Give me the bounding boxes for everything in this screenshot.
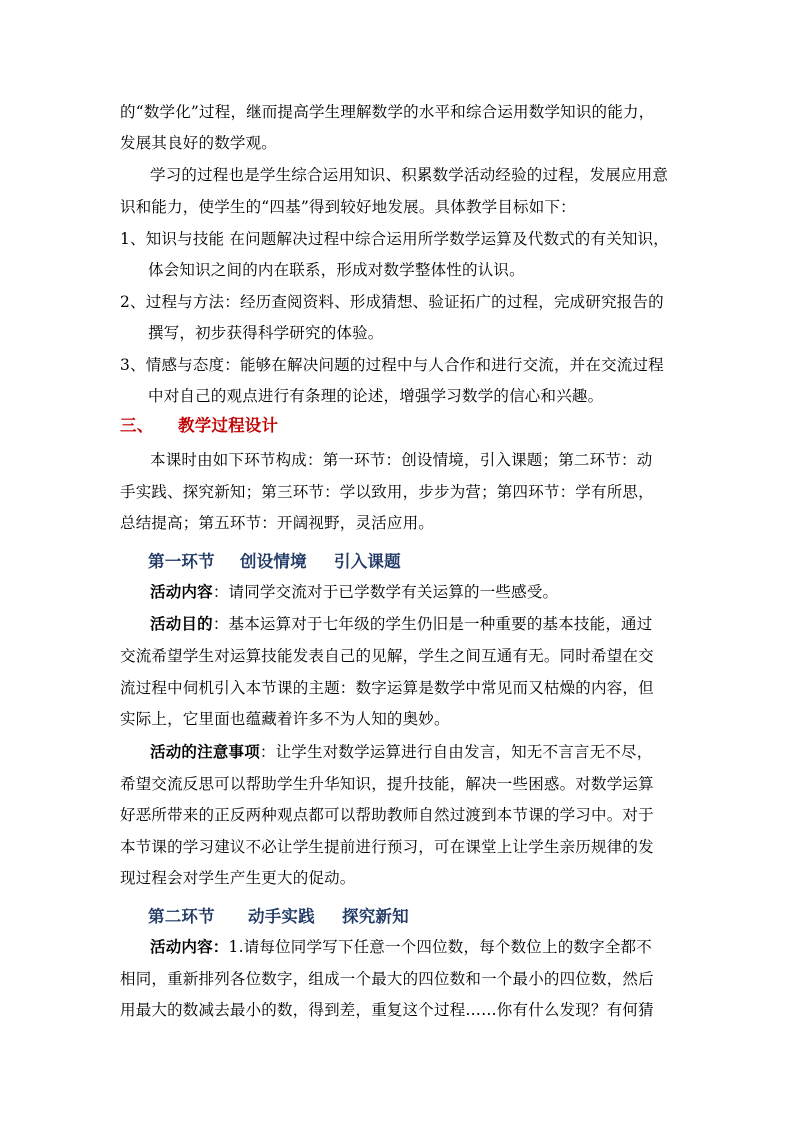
intro-line-1: 的“数学化”过程，继而提高学生理解数学的水平和综合运用数学知识的能力，	[120, 103, 655, 121]
goal-2-line-1: 2、过程与方法：经历查阅资料、形成猜想、验证拓广的过程，完成研究报告的	[120, 293, 664, 311]
stage1-notes-line-3: 好恶所带来的正反两种观点都可以帮助教师自然过渡到本节课的学习中。对于	[120, 806, 654, 824]
stage2-content-line-1	[150, 936, 652, 958]
stage1-content	[150, 581, 558, 603]
stage2-content-text-1: 1.请每位同学写下任意一个四位数，每个数位上的数字全都不	[228, 938, 652, 956]
stage1-content-text: ：请同学交流对于已学数学有关运算的一些感受。	[212, 583, 559, 601]
stage1-heading-b: 引入课题	[334, 552, 401, 571]
section-number: 三、	[120, 416, 154, 435]
structure-line-1: 本课时由如下环节构成：第一环节：创设情境，引入课题；第二环节：动	[150, 451, 653, 469]
goal-2-line-2: 撰写，初步获得科学研究的体验。	[148, 324, 384, 342]
stage1-heading-a: 创设情境	[240, 552, 307, 571]
structure-line-2: 手实践、探究新知；第三环节：学以致用，步步为营；第四环节：学有所思，	[120, 483, 654, 501]
stage1-purpose-line-1	[150, 613, 652, 635]
stage1-notes-label: 活动的注意事项	[150, 742, 260, 761]
intro-p2-line-2: 识和能力，使学生的“四基”得到较好地发展。具体教学目标如下：	[120, 198, 576, 216]
stage2-heading-b: 探究新知	[342, 907, 409, 926]
intro-line-2: 发展其良好的数学观。	[120, 134, 278, 152]
section-title: 教学过程设计	[178, 416, 279, 435]
goal-1-line-2: 体会知识之间的内在联系，形成对数学整体性的认识。	[148, 261, 525, 279]
goal-3-line-1: 3、情感与态度：能够在解决问题的过程中与人合作和进行交流，并在交流过程	[120, 356, 664, 374]
stage1-purpose-line-2: 交流希望学生对运算技能发表自己的见解，学生之间互通有无。同时希望在交	[120, 647, 654, 665]
stage1-content-label: 活动内容	[150, 582, 213, 601]
stage2-content-line-2: 相同，重新排列各位数字，组成一个最大的四位数和一个最小的四位数，然后	[120, 970, 654, 988]
goal-3-line-2: 中对自己的观点进行有条理的论述，增强学习数学的信心和兴趣。	[148, 387, 604, 405]
stage2-content-line-3: 用最大的数减去最小的数，得到差，重复这个过程……你有什么发现？有何猜	[120, 1001, 654, 1019]
stage1-purpose-line-3: 流过程中伺机引入本节课的主题：数字运算是数学中常见而又枯燥的内容，但	[120, 679, 654, 697]
goal-1-line-1: 1、知识与技能 在问题解决过程中综合运用所学数学运算及代数式的有关知识，	[120, 230, 669, 248]
stage1-notes-text-1: ：让学生对数学运算进行自由发言，知无不言言无不尽，	[259, 743, 653, 761]
stage1-notes-line-4: 本节课的学习建议不必让学生提前进行预习，可在课堂上让学生亲历规律的发	[120, 838, 654, 856]
stage1-purpose-text-1: ：基本运算对于七年级的学生仍旧是一种重要的基本技能，通过	[212, 615, 653, 633]
stage1-notes-line-2: 希望交流反思可以帮助学生升华知识，提升技能，解决一些困惑。对数学运算	[120, 775, 654, 793]
stage1-notes-line-1	[150, 741, 652, 763]
stage1-purpose-label: 活动目的	[150, 614, 213, 633]
stage2-heading-label: 第二环节	[148, 907, 215, 926]
stage2-content-label: 活动内容：	[150, 937, 229, 956]
stage1-notes-line-5: 现过程会对学生产生更大的促动。	[120, 869, 356, 887]
stage2-heading-a: 动手实践	[248, 907, 315, 926]
intro-p2-line-1: 学习的过程也是学生综合运用知识、积累数学活动经验的过程，发展应用意	[150, 166, 669, 184]
stage1-purpose-line-4: 实际上，它里面也蕴藏着许多不为人知的奥妙。	[120, 710, 450, 728]
stage1-heading-label: 第一环节	[148, 552, 215, 571]
structure-line-3: 总结提高；第五环节：开阔视野，灵活应用。	[120, 514, 435, 532]
